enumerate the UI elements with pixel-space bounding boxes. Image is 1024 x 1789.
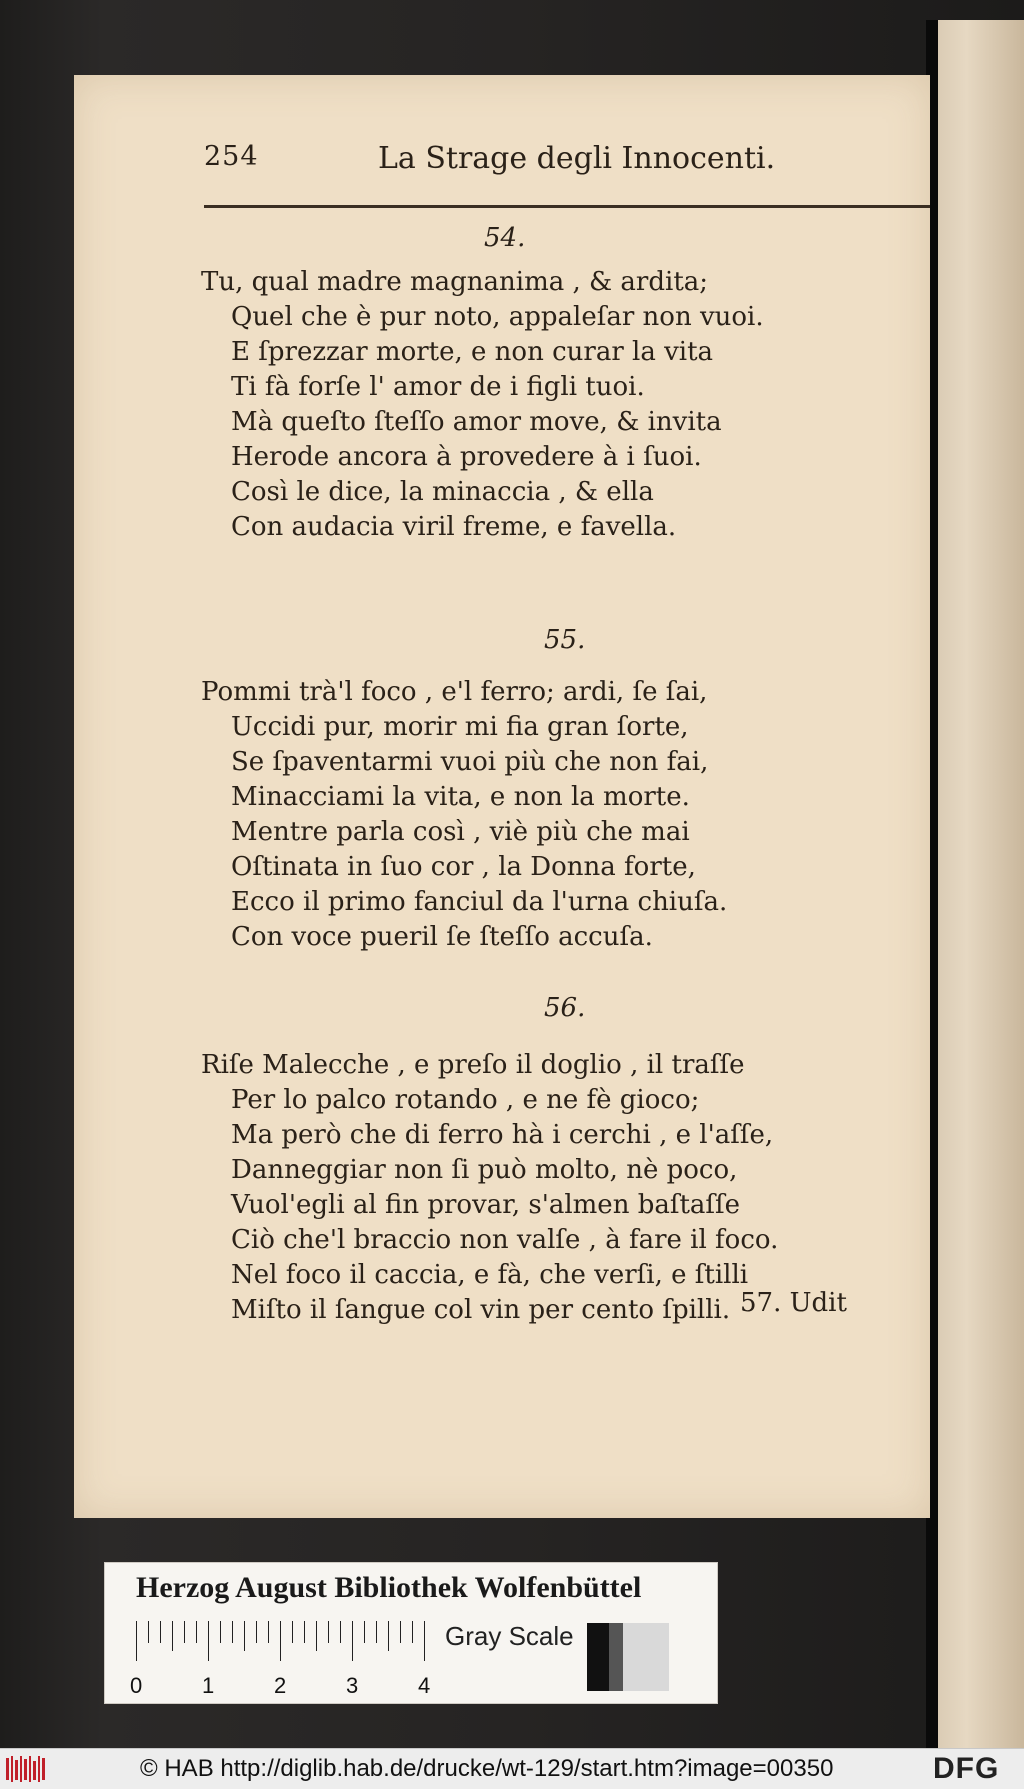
verse-line: Minacciami la vita, e non la morte. <box>231 782 690 812</box>
library-name: Herzog August Bibliothek Wolfenbüttel <box>136 1571 642 1604</box>
ruler-tick <box>352 1621 353 1661</box>
ruler-tick <box>148 1621 149 1643</box>
ruler-tick <box>280 1621 281 1661</box>
color-calibration-card <box>104 1562 718 1704</box>
verse-line: Così le dice, la minaccia , & ella <box>231 477 654 507</box>
catchword: 57. Udit <box>740 1288 847 1318</box>
verse-line: Quel che è pur noto, appaleſar non vuoi. <box>231 302 764 332</box>
stanza-number: 54. <box>484 223 526 253</box>
scale-number: 4 <box>418 1673 431 1698</box>
stanza-number: 56. <box>544 993 586 1023</box>
ruler-tick <box>292 1621 293 1643</box>
verse-line: Per lo palco rotando , e ne fè gioco; <box>231 1085 700 1115</box>
ruler-tick <box>388 1621 389 1651</box>
dfg-logo: DFG <box>933 1752 1000 1785</box>
source-link[interactable]: © HAB http://diglib.hab.de/drucke/wt-129/start.htm?image=00350 <box>140 1755 834 1782</box>
ruler-tick <box>328 1621 329 1643</box>
gray-swatch-black <box>587 1623 609 1691</box>
ruler-tick <box>376 1621 377 1643</box>
running-title: La Strage degli Innocenti. <box>378 141 776 176</box>
page-number: 254 <box>204 141 259 172</box>
verse-line: Ecco il primo fanciul da l'urna chiuſa. <box>231 887 728 917</box>
ruler-tick <box>256 1621 257 1643</box>
header-rule <box>204 205 930 208</box>
ruler-tick <box>424 1621 425 1661</box>
verse-line: Mentre parla così , viè più che mai <box>231 817 690 847</box>
ruler-tick <box>136 1621 137 1661</box>
verse-line: E ſprezzar morte, e non curar la vita <box>231 337 714 367</box>
ruler-tick <box>316 1621 317 1651</box>
verse-line: Vuol'egli al fin provar, s'almen baſtaſſe <box>231 1190 741 1220</box>
stanza <box>201 675 821 955</box>
gray-scale-label: Gray Scale <box>445 1621 574 1651</box>
gray-swatch-dark <box>609 1623 623 1691</box>
ruler-tick <box>412 1621 413 1643</box>
verse-line: Oſtinata in ſuo cor , la Donna forte, <box>231 852 696 882</box>
scale-number: 3 <box>346 1673 359 1698</box>
ruler-tick <box>400 1621 401 1643</box>
stanza <box>201 1048 821 1328</box>
verse-line: Ma però che di ferro hà i cerchi , e l'aſſe, <box>231 1120 774 1150</box>
gray-swatch-light <box>623 1623 669 1691</box>
barcode-logo-icon <box>6 1756 48 1782</box>
stanza-number: 55. <box>544 625 586 655</box>
ruler-tick <box>184 1621 185 1643</box>
ruler-tick <box>340 1621 341 1643</box>
verse-line: Miſto il ſangue col vin per cento ſpilli. <box>231 1295 731 1325</box>
verse-line: Herode ancora à provedere à i ſuoi. <box>231 442 702 472</box>
verse-line: Ti fà forſe l' amor de i figli tuoi. <box>231 372 645 402</box>
ruler-tick <box>172 1621 173 1651</box>
verse-line: Con voce pueril ſe ſteſſo accuſa. <box>231 922 653 952</box>
stanza <box>201 265 821 545</box>
verse-line: Uccidi pur, morir mi fia gran ſorte, <box>231 712 689 742</box>
ruler-tick <box>208 1621 209 1661</box>
ruler-tick <box>304 1621 305 1643</box>
footer-bar <box>0 1748 1024 1789</box>
verse-line: Se ſpaventarmi vuoi più che non fai, <box>231 747 709 777</box>
verse-line: Riſe Malecche , e preſo il doglio , il traſſe <box>201 1050 745 1080</box>
verse-line: Pommi trà'l foco , e'l ferro; ardi, ſe ſai, <box>201 677 708 707</box>
scale-number: 2 <box>274 1673 287 1698</box>
verse-line: Nel foco il caccia, e fà, che verſi, e ſtilli <box>231 1260 749 1290</box>
scale-number: 1 <box>202 1673 215 1698</box>
verse-line: Ciò che'l braccio non valſe , à fare il foco. <box>231 1225 779 1255</box>
ruler-tick <box>244 1621 245 1651</box>
verse-line: Tu, qual madre magnanima , & ardita; <box>201 267 709 297</box>
scale-number: 0 <box>130 1673 143 1698</box>
ruler-tick <box>268 1621 269 1643</box>
ruler-tick <box>364 1621 365 1643</box>
verse-line: Con audacia viril freme, e favella. <box>231 512 677 542</box>
verse-line: Mà queſto ſteſſo amor move, & invita <box>231 407 722 437</box>
ruler-tick <box>196 1621 197 1643</box>
ruler <box>130 1621 436 1698</box>
page-header <box>204 141 904 181</box>
ruler-tick <box>160 1621 161 1643</box>
ruler-tick <box>220 1621 221 1643</box>
ruler-tick <box>232 1621 233 1643</box>
verse-line: Danneggiar non ſi può molto, nè poco, <box>231 1155 738 1185</box>
next-page-edge <box>928 20 1024 1748</box>
